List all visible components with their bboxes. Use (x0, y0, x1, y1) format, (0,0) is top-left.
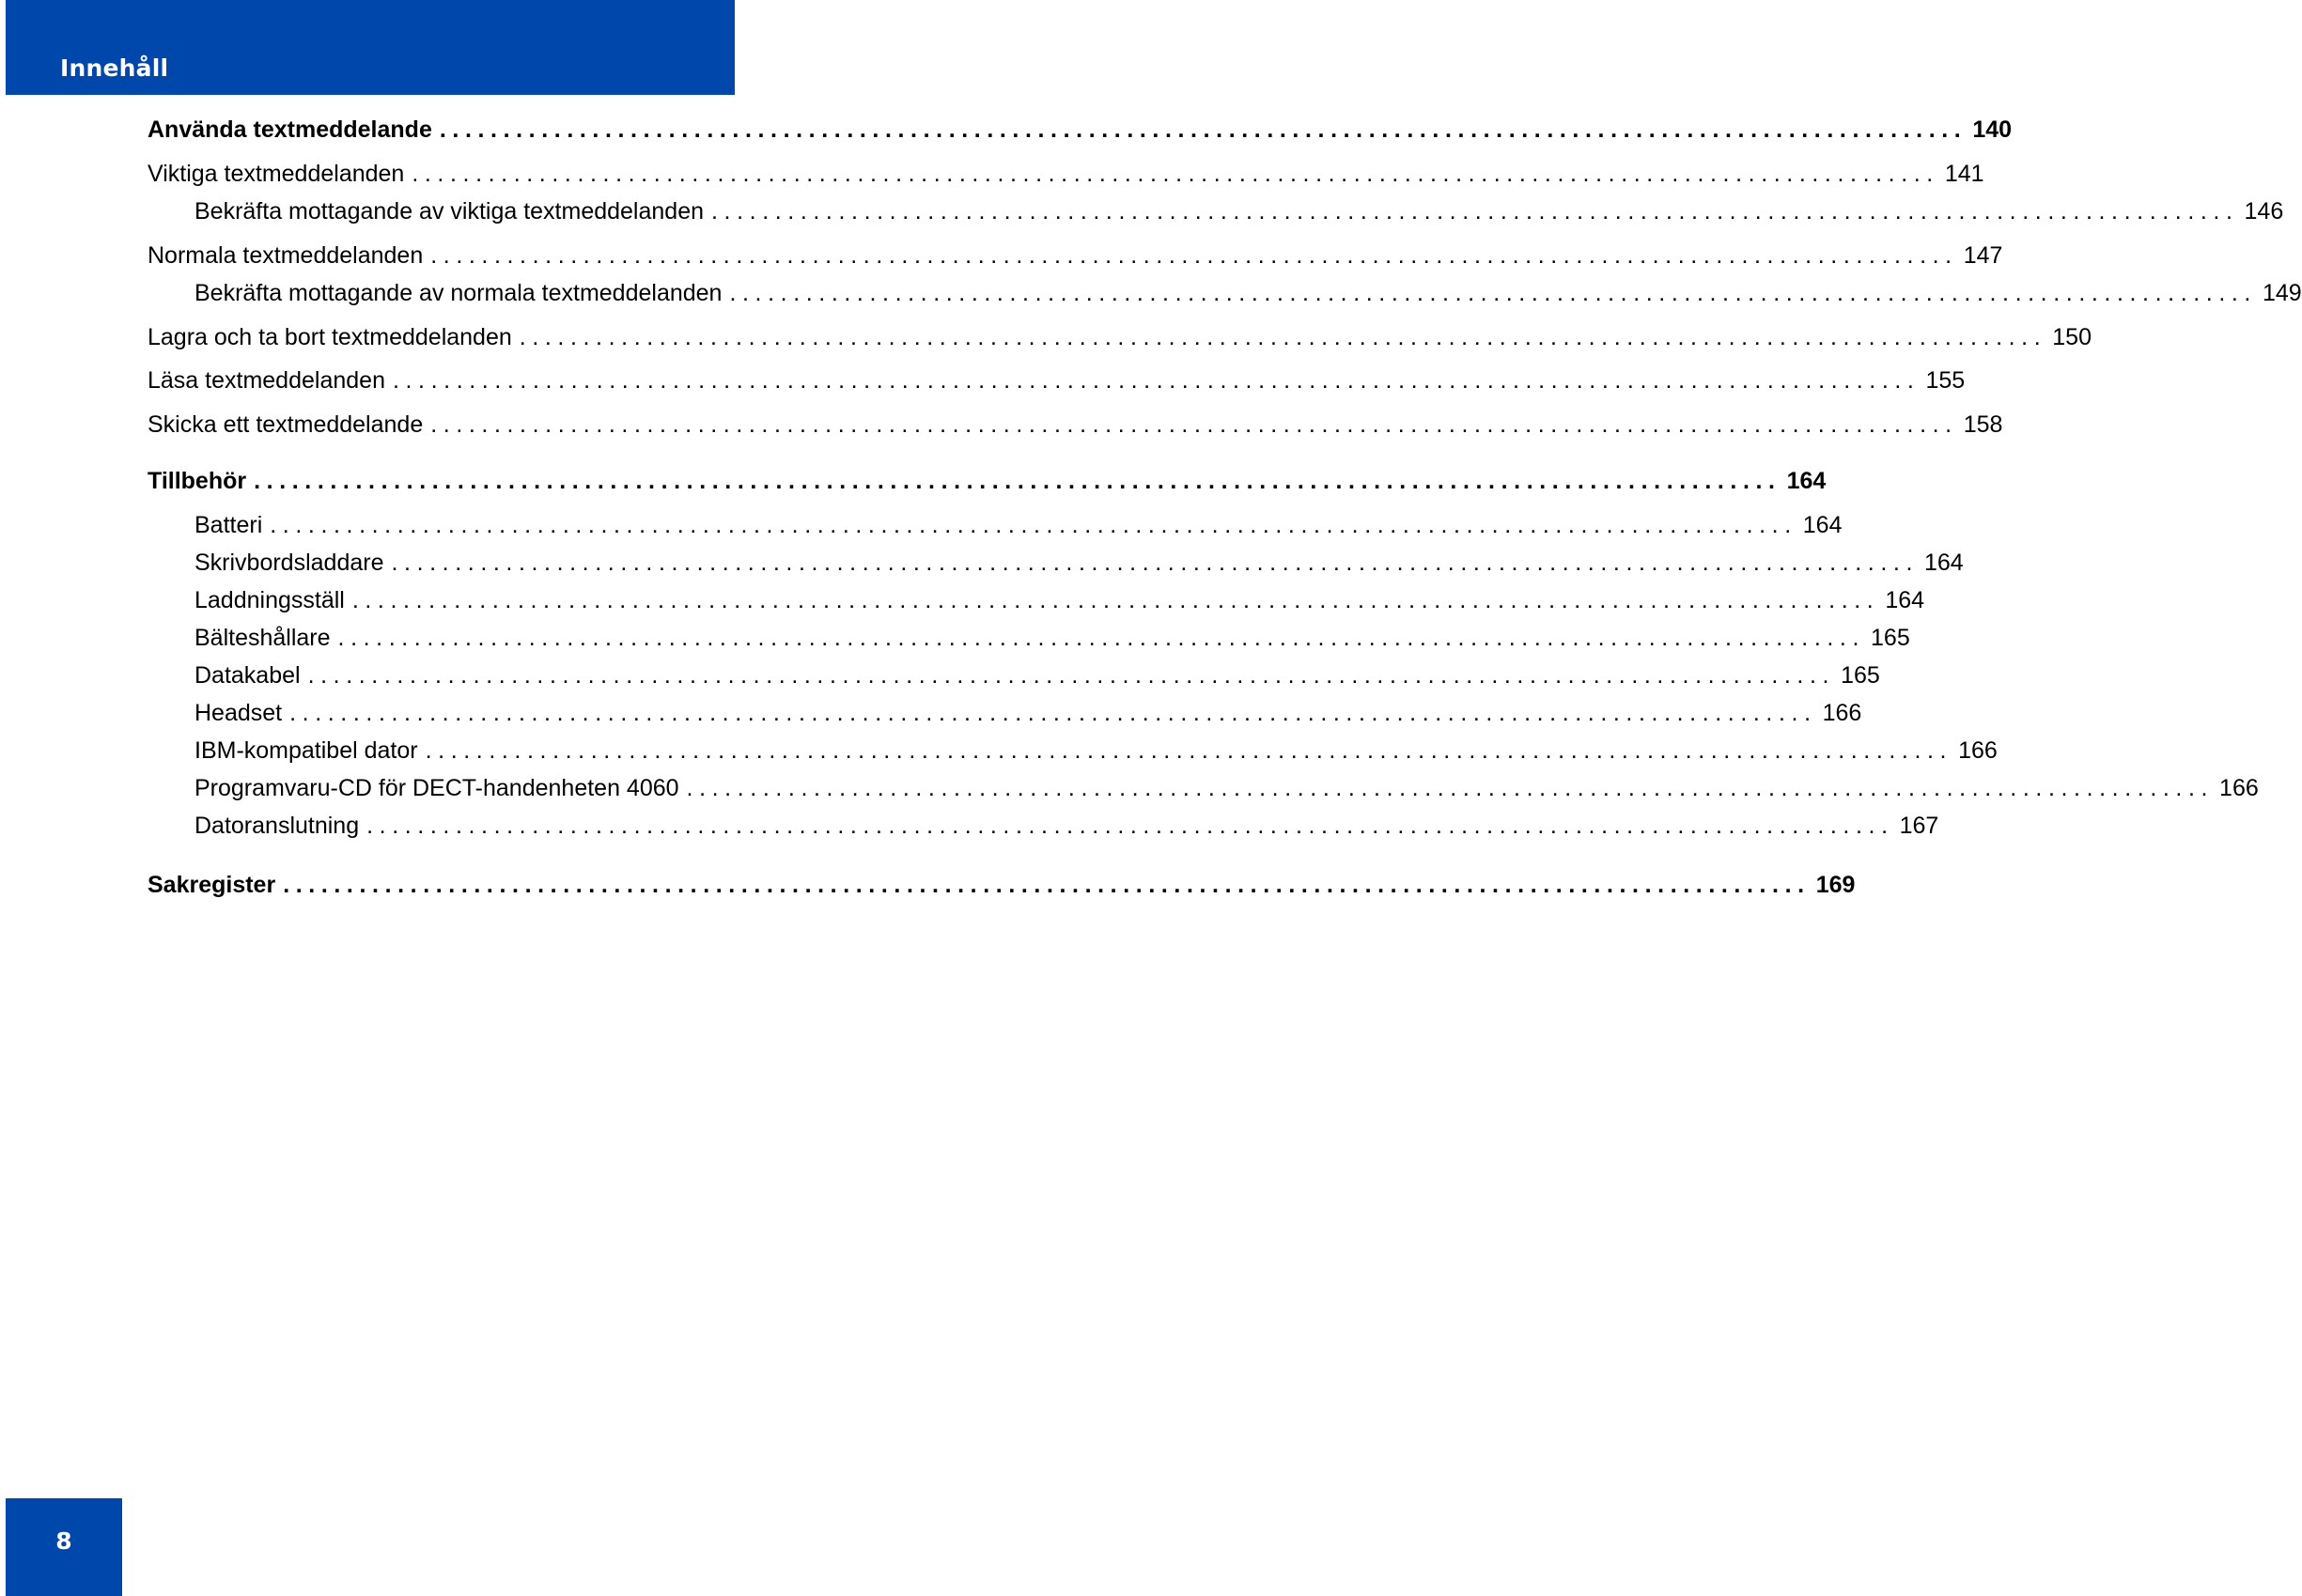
toc-entry-page: 146 (2244, 198, 2284, 225)
toc-entry-page: 150 (2052, 324, 2092, 350)
toc-entry-title: Programvaru-CD för DECT-handenheten 4060 (194, 775, 679, 801)
toc-entry[interactable] (194, 624, 1910, 652)
toc-dot-leader: ........................................................................................................................ (307, 662, 1836, 689)
toc-entry-title: Tillbehör (148, 468, 247, 494)
toc-entry-title: Headset (194, 700, 283, 726)
toc-dot-leader: ........................................................................................................................ (392, 367, 1921, 394)
toc-dot-leader: ........................................................................................................................ (686, 775, 2215, 801)
toc-entry[interactable] (194, 699, 1862, 727)
toc-entry-title: Skicka ett textmeddelande (148, 411, 424, 438)
toc-entry-title: Lagra och ta bort textmeddelanden (148, 324, 512, 350)
toc-dot-leader: ........................................................................................................................ (366, 813, 1894, 839)
toc-entry[interactable] (194, 736, 1998, 765)
toc-entry-title: Datakabel (194, 662, 301, 689)
toc-dot-leader: ........................................................................................................................ (519, 324, 2047, 350)
toc-entry-page: 164 (1885, 587, 1925, 613)
toc-entry[interactable] (194, 586, 1925, 614)
toc-entry[interactable] (194, 279, 2302, 307)
toc-entry-page: 149 (2262, 280, 2302, 306)
toc-entry-page: 164 (1786, 468, 1827, 494)
toc-dot-leader: ........................................................................................................................ (425, 737, 1953, 764)
toc-entry-title: Datoranslutning (194, 813, 360, 839)
toc-entry[interactable] (148, 116, 2013, 144)
toc-dot-leader: ........................................................................................................................ (289, 700, 1817, 726)
toc-dot-leader: ........................................................................................................................ (391, 550, 1919, 576)
toc-entry-title: Bekräfta mottagande av viktiga textmeddelanden (194, 198, 705, 225)
toc-entry-page: 169 (1815, 872, 1856, 898)
toc-entry[interactable] (148, 160, 1984, 188)
toc-entry-page: 155 (1925, 367, 1966, 394)
toc-entry[interactable] (194, 812, 1939, 840)
toc-entry[interactable] (148, 366, 1966, 395)
toc-entry-page: 166 (1822, 700, 1862, 726)
toc-dot-leader: ........................................................................................................................ (283, 872, 1811, 898)
toc-entry-page: 165 (1841, 662, 1880, 689)
toc-entry-page: 158 (1963, 411, 2003, 438)
toc-entry-title: Viktiga textmeddelanden (148, 161, 405, 187)
toc-dot-leader: ........................................................................................................................ (254, 468, 1781, 494)
toc-entry-title: Använda textmeddelande (148, 116, 432, 143)
toc-entry[interactable] (194, 661, 1880, 690)
toc-entry-page: 164 (1924, 550, 1964, 576)
toc-entry[interactable] (194, 549, 1964, 577)
toc-entry[interactable] (194, 197, 2284, 225)
toc-dot-leader: ........................................................................................................................ (729, 280, 2257, 306)
toc-dot-leader: ........................................................................................................................ (337, 625, 1866, 651)
page-number-box (6, 1498, 122, 1596)
page-title: Innehåll (60, 54, 169, 82)
toc-entry-page: 141 (1944, 161, 1984, 187)
toc-entry[interactable] (148, 467, 1827, 495)
toc-entry-page: 167 (1899, 813, 1939, 839)
toc-entry-title: Sakregister (148, 872, 276, 898)
toc-entry[interactable] (148, 871, 1856, 899)
toc-dot-leader: ........................................................................................................................ (430, 242, 1958, 269)
toc-entry-title: Bälteshållare (194, 625, 331, 651)
toc-entry[interactable] (148, 323, 2092, 351)
toc-entry-title: IBM-kompatibel dator (194, 737, 418, 764)
toc-entry-page: 166 (1958, 737, 1998, 764)
toc-dot-leader: ........................................................................................................................ (270, 512, 1797, 538)
toc-entry[interactable] (194, 774, 2259, 802)
toc-entry-title: Bekräfta mottagande av normala textmeddelanden (194, 280, 723, 306)
toc-entry-title: Batteri (194, 512, 263, 538)
toc-entry-page: 147 (1963, 242, 2003, 269)
toc-dot-leader: ........................................................................................................................ (439, 116, 1968, 143)
toc-entry-page: 140 (1972, 116, 2013, 143)
toc-dot-leader: ........................................................................................................................ (711, 198, 2239, 225)
toc-dot-leader: ........................................................................................................................ (430, 411, 1958, 438)
toc-entry-title: Skrivbordsladdare (194, 550, 384, 576)
toc-dot-leader: ........................................................................................................................ (351, 587, 1880, 613)
toc-entry-page: 165 (1871, 625, 1910, 651)
toc-entry-title: Laddningsställ (194, 587, 345, 613)
toc-entry[interactable] (148, 411, 2003, 439)
header-band (6, 0, 735, 95)
toc-entry[interactable] (194, 511, 1843, 539)
toc-dot-leader: ........................................................................................................................ (412, 161, 1939, 187)
toc-entry-page: 166 (2219, 775, 2259, 801)
toc-entry-title: Normala textmeddelanden (148, 242, 424, 269)
toc-entry-title: Läsa textmeddelanden (148, 367, 385, 394)
toc-entry-page: 164 (1802, 512, 1843, 538)
page-number: 8 (55, 1527, 72, 1555)
toc-entry[interactable] (148, 241, 2003, 270)
